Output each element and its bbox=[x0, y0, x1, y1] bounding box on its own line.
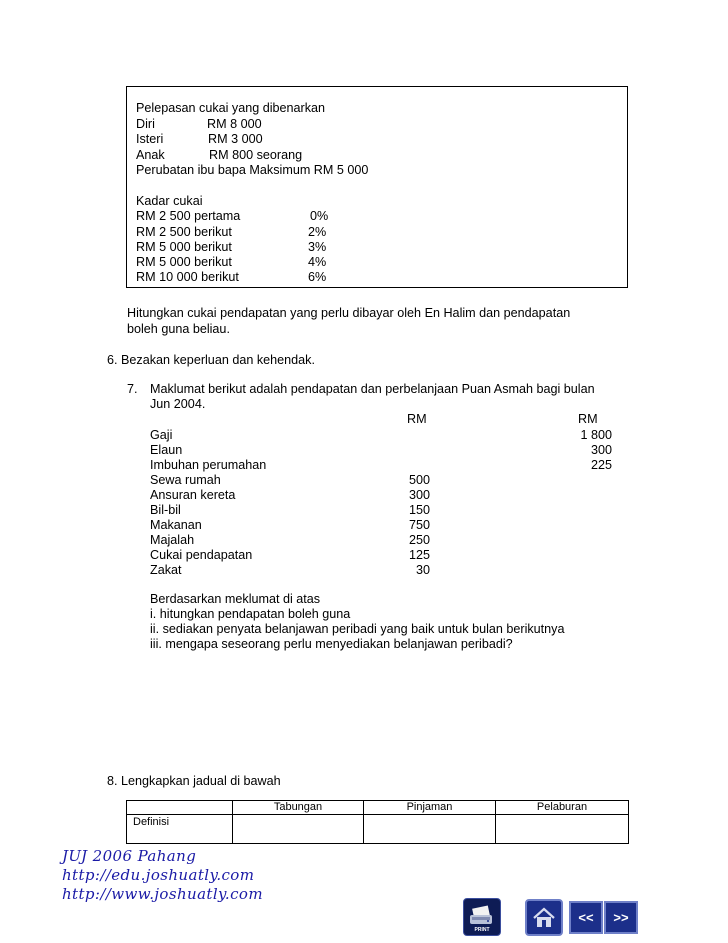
rate-value: 4% bbox=[308, 255, 327, 269]
column-header: RM bbox=[578, 412, 598, 426]
relief-title: Pelepasan cukai yang dibenarkan bbox=[136, 101, 326, 115]
question-text: Hitungkan cukai pendapatan yang perlu dibayar oleh En Halim dan pendapatan bbox=[127, 306, 571, 320]
question-part: i. hitungkan pendapatan boleh guna bbox=[150, 607, 351, 621]
rate-value: 0% bbox=[310, 209, 329, 223]
next-button[interactable]: >> bbox=[604, 901, 638, 934]
relief-label: Isteri bbox=[136, 132, 164, 146]
table-cell bbox=[233, 815, 364, 844]
expense-amount: 125 bbox=[408, 548, 430, 562]
rate-label: RM 5 000 berikut bbox=[136, 240, 232, 254]
rate-label: RM 2 500 pertama bbox=[136, 209, 241, 223]
table-row bbox=[127, 815, 629, 844]
income-amount: 1 800 bbox=[580, 428, 612, 442]
question-text: boleh guna beliau. bbox=[127, 322, 230, 336]
home-icon bbox=[532, 907, 556, 929]
table-header-cell: Tabungan bbox=[233, 801, 364, 815]
prev-button[interactable]: << bbox=[569, 901, 603, 934]
expense-label: Ansuran kereta bbox=[150, 488, 236, 502]
question-number: 7. bbox=[127, 382, 138, 396]
relief-value: RM 3 000 bbox=[208, 132, 263, 146]
expense-amount: 300 bbox=[408, 488, 430, 502]
question-intro: Berdasarkan meklumat di atas bbox=[150, 592, 321, 606]
rate-label: RM 2 500 berikut bbox=[136, 225, 232, 239]
relief-label: Anak bbox=[136, 148, 165, 162]
comparison-table bbox=[126, 800, 629, 844]
column-header: RM bbox=[407, 412, 427, 426]
expense-amount: 250 bbox=[408, 533, 430, 547]
expense-label: Cukai pendapatan bbox=[150, 548, 253, 562]
expense-label: Bil-bil bbox=[150, 503, 181, 517]
income-amount: 300 bbox=[590, 443, 612, 457]
income-amount: 225 bbox=[590, 458, 612, 472]
table-header-cell: Pelaburan bbox=[496, 801, 629, 815]
relief-value: RM 8 000 bbox=[207, 117, 262, 131]
table-header-cell: Pinjaman bbox=[364, 801, 496, 815]
expense-label: Zakat bbox=[150, 563, 182, 577]
question-6: 6. Bezakan keperluan dan kehendak. bbox=[107, 353, 315, 367]
rate-label: RM 5 000 berikut bbox=[136, 255, 232, 269]
footer-title: JUJ 2006 Pahang bbox=[62, 847, 197, 865]
table-cell bbox=[496, 815, 629, 844]
rate-label: RM 10 000 berikut bbox=[136, 270, 239, 284]
expense-amount: 500 bbox=[408, 473, 430, 487]
relief-label: Diri bbox=[136, 117, 155, 131]
expense-label: Makanan bbox=[150, 518, 202, 532]
income-label: Imbuhan perumahan bbox=[150, 458, 267, 472]
footer-link[interactable]: http://edu.joshuatly.com bbox=[62, 866, 255, 884]
relief-value: RM 800 seorang bbox=[209, 148, 303, 162]
home-button[interactable] bbox=[525, 899, 563, 936]
print-label: PRINT bbox=[474, 927, 490, 933]
rate-value: 2% bbox=[308, 225, 327, 239]
table-header-row bbox=[127, 801, 629, 815]
income-label: Gaji bbox=[150, 428, 173, 442]
rate-title: Kadar cukai bbox=[136, 194, 203, 208]
income-label: Elaun bbox=[150, 443, 183, 457]
expense-amount: 750 bbox=[408, 518, 430, 532]
question-8: 8. Lengkapkan jadual di bawah bbox=[107, 774, 281, 788]
expense-label: Sewa rumah bbox=[150, 473, 221, 487]
table-cell bbox=[364, 815, 496, 844]
rate-value: 6% bbox=[308, 270, 327, 284]
expense-amount: 150 bbox=[408, 503, 430, 517]
expense-label: Majalah bbox=[150, 533, 195, 547]
question-part: iii. mengapa seseorang perlu menyediakan belanjawan peribadi? bbox=[150, 637, 513, 651]
parents-relief: Perubatan ibu bapa Maksimum RM 5 000 bbox=[136, 163, 369, 177]
expense-amount: 30 bbox=[415, 563, 430, 577]
footer-link[interactable]: http://www.joshuatly.com bbox=[62, 885, 263, 903]
question-text: Jun 2004. bbox=[150, 397, 206, 411]
table-header-cell bbox=[127, 801, 233, 815]
question-part: ii. sediakan penyata belanjawan peribadi yang baik untuk bulan berikutnya bbox=[150, 622, 565, 636]
question-text: Maklumat berikut adalah pendapatan dan perbelanjaan Puan Asmah bagi bulan bbox=[150, 382, 595, 396]
rate-value: 3% bbox=[308, 240, 327, 254]
print-button[interactable] bbox=[463, 898, 501, 936]
row-label: Definisi bbox=[127, 815, 233, 844]
